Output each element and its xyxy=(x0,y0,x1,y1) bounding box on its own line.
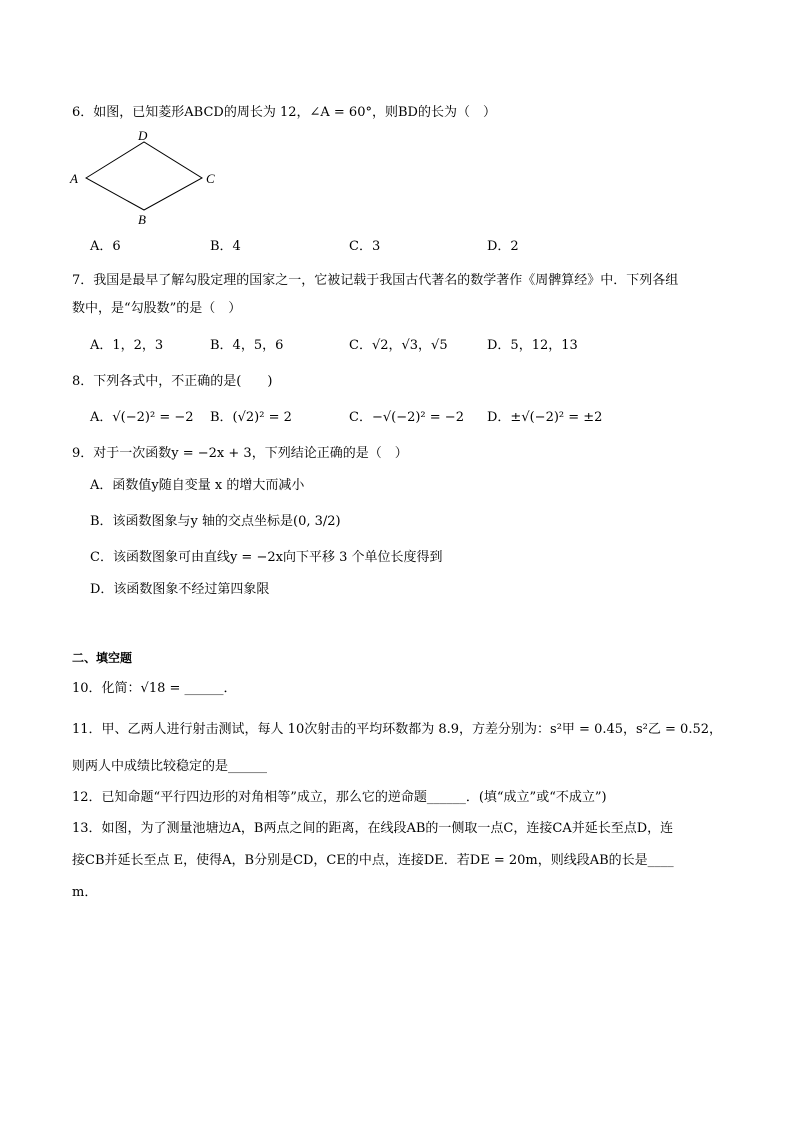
q7-stem-line2: 数中，是“勾股数”的是（ ） xyxy=(72,301,242,316)
q6-option-b: B．4 xyxy=(210,239,241,254)
q6-option-d: D．2 xyxy=(487,239,519,254)
q7-option-a: A．1，2，3 xyxy=(90,338,164,353)
q7-option-b: B．4，5，6 xyxy=(210,338,284,353)
q8-stem: 8．下列各式中，不正确的是( ) xyxy=(72,374,273,389)
q6-option-c: C．3 xyxy=(349,239,381,254)
vertex-label-b: B xyxy=(138,212,146,226)
q6-option-a: A．6 xyxy=(90,239,121,254)
section-heading-fill-blank: 二、填空题 xyxy=(72,651,133,665)
vertex-label-c: C xyxy=(206,171,215,186)
q8-option-d: D．±√(−2)² = ±2 xyxy=(487,410,603,425)
q10-stem: 10．化简：√18 = ______． xyxy=(72,681,237,696)
rhombus-shape xyxy=(86,142,202,210)
q7-option-d: D．5，12，13 xyxy=(487,338,578,353)
vertex-label-d: D xyxy=(138,128,148,143)
q8-option-c: C．−√(−2)² = −2 xyxy=(349,410,464,425)
q6-stem: 6．如图，已知菱形ABCD的周长为 12，∠A = 60°，则BD的长为（ ） xyxy=(72,105,496,120)
q13-stem-line2: 接CB并延长至点 E，使得A，B分别是CD，CE的中点，连接DE．若DE = 20m，则线段AB的长是____ xyxy=(72,853,674,868)
q11-stem-line1: 11．甲、乙两人进行射击测试，每人 10次射击的平均环数都为 8.9，方差分别为：s²甲 = 0.45，s²乙 = 0.52， xyxy=(72,722,722,737)
q8-option-b: B．(√2)² = 2 xyxy=(210,410,292,425)
rhombus-figure xyxy=(66,128,226,226)
q9-option-d: D．该函数图象不经过第四象限 xyxy=(90,582,270,597)
q13-stem-line1: 13．如图，为了测量池塘边A，B两点之间的距离，在线段AB的一侧取一点C，连接CA并延长至点D，连 xyxy=(72,821,674,836)
q7-option-c: C．√2，√3，√5 xyxy=(349,338,448,353)
q7-stem-line1: 7．我国是最早了解勾股定理的国家之一，它被记载于我国古代著名的数学著作《周髀算经》中．下列各组 xyxy=(72,273,679,288)
q9-stem: 9．对于一次函数y = −2x + 3，下列结论正确的是（ ） xyxy=(72,446,408,461)
q12-stem: 12．已知命题“平行四边形的对角相等”成立，那么它的逆命题______．(填“成立”或“不成立”) xyxy=(72,790,607,805)
q9-option-a: A．函数值y随自变量 x 的增大而减小 xyxy=(90,478,305,493)
q11-stem-line2: 则两人中成绩比较稳定的是______ xyxy=(72,759,268,774)
vertex-label-a: A xyxy=(70,171,78,186)
q9-option-b: B．该函数图象与y 轴的交点坐标是(0, 3/2) xyxy=(90,514,341,529)
q8-option-a: A．√(−2)² = −2 xyxy=(90,410,194,425)
q9-option-c: C．该函数图象可由直线y = −2x向下平移 3 个单位长度得到 xyxy=(90,550,443,565)
q13-stem-line3: m． xyxy=(72,885,98,900)
